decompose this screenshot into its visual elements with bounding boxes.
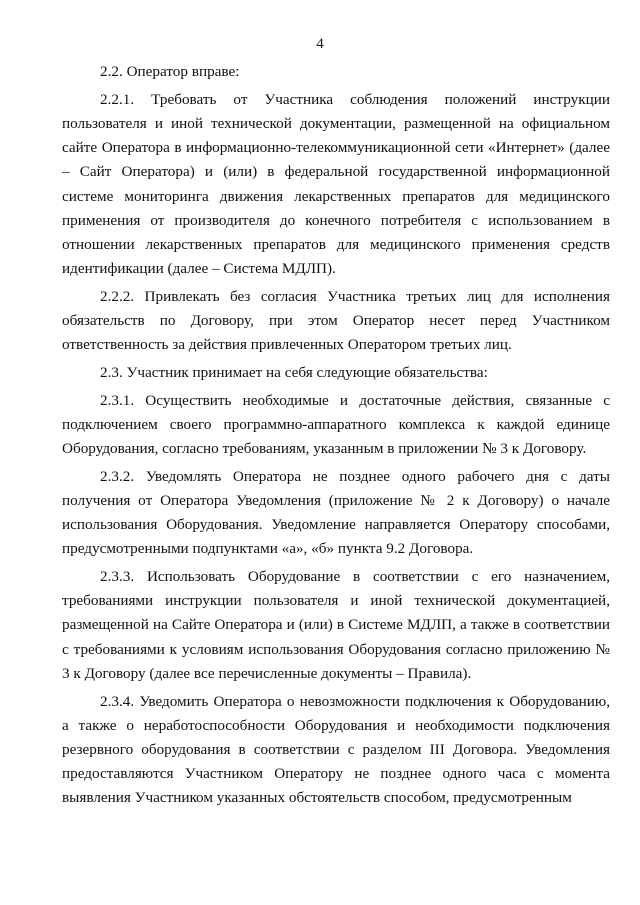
paragraph-2-2-1: 2.2.1. Требовать от Участника соблюдения положений инструкции пользователя и иной технической документации, размещенной на официальном сайте Оператора в информационно-телекоммуникационной сети «Интернет» (далее – Сайт Оператора) и (или) в федеральной государственной информационной системе мониторинга движения лекарственных препаратов для медицинского применения от производителя до конечного потребителя с использованием в отношении лекарственных препаратов для медицинского применения средств идентификации (далее – Система МДЛП). [62,90,610,278]
paragraph-2-3-2: 2.3.2. Уведомлять Оператора не позднее одного рабочего дня с даты получения от Оператора Уведомления (приложение № 2 к Договору) о начале использования Оборудования. Уведомление направляется Оператору способами, предусмотренными подпунктами «а», «б» пункта 9.2 Договора. [62,467,610,558]
page-number: 4 [316,36,324,52]
paragraph-2-3-4: 2.3.4. Уведомить Оператора о невозможности подключения к Оборудованию, а также о неработоспособности Оборудования и необходимости подключения резервного оборудования в соответствии с разделом III Договора. Уведомления предоставляются Участником Оператору не позднее одного часа с момента выявления Участником указанных обстоятельств способом, предусмотренным [62,692,610,807]
paragraph-2-3-3: 2.3.3. Использовать Оборудование в соответствии с его назначением, требованиями инструкции пользователя и иной технической документацией, размещенной на Сайте Оператора и (или) в Системе МДЛП, а также в соответствии с требованиями к условиям использования Оборудования согласно приложению № 3 к Договору (далее все перечисленные документы – Правила). [62,568,610,682]
paragraph-2-2-2: 2.2.2. Привлекать без согласия Участника третьих лиц для исполнения обязательств по Договору, при этом Оператор несет перед Участником ответственность за действия привлеченных Оператором третьих лиц. [62,287,610,354]
paragraph-2-2: 2.2. Оператор вправе: [100,63,240,80]
paragraph-2-3-1: 2.3.1. Осуществить необходимые и достаточные действия, связанные с подключением своего программно-аппаратного комплекса к каждой единице Оборудования, согласно требованиям, указанным в приложении № 3 к Договору. [62,391,610,458]
document-body [62,60,610,814]
paragraph-2-3: 2.3. Участник принимает на себя следующие обязательства: [100,363,488,381]
